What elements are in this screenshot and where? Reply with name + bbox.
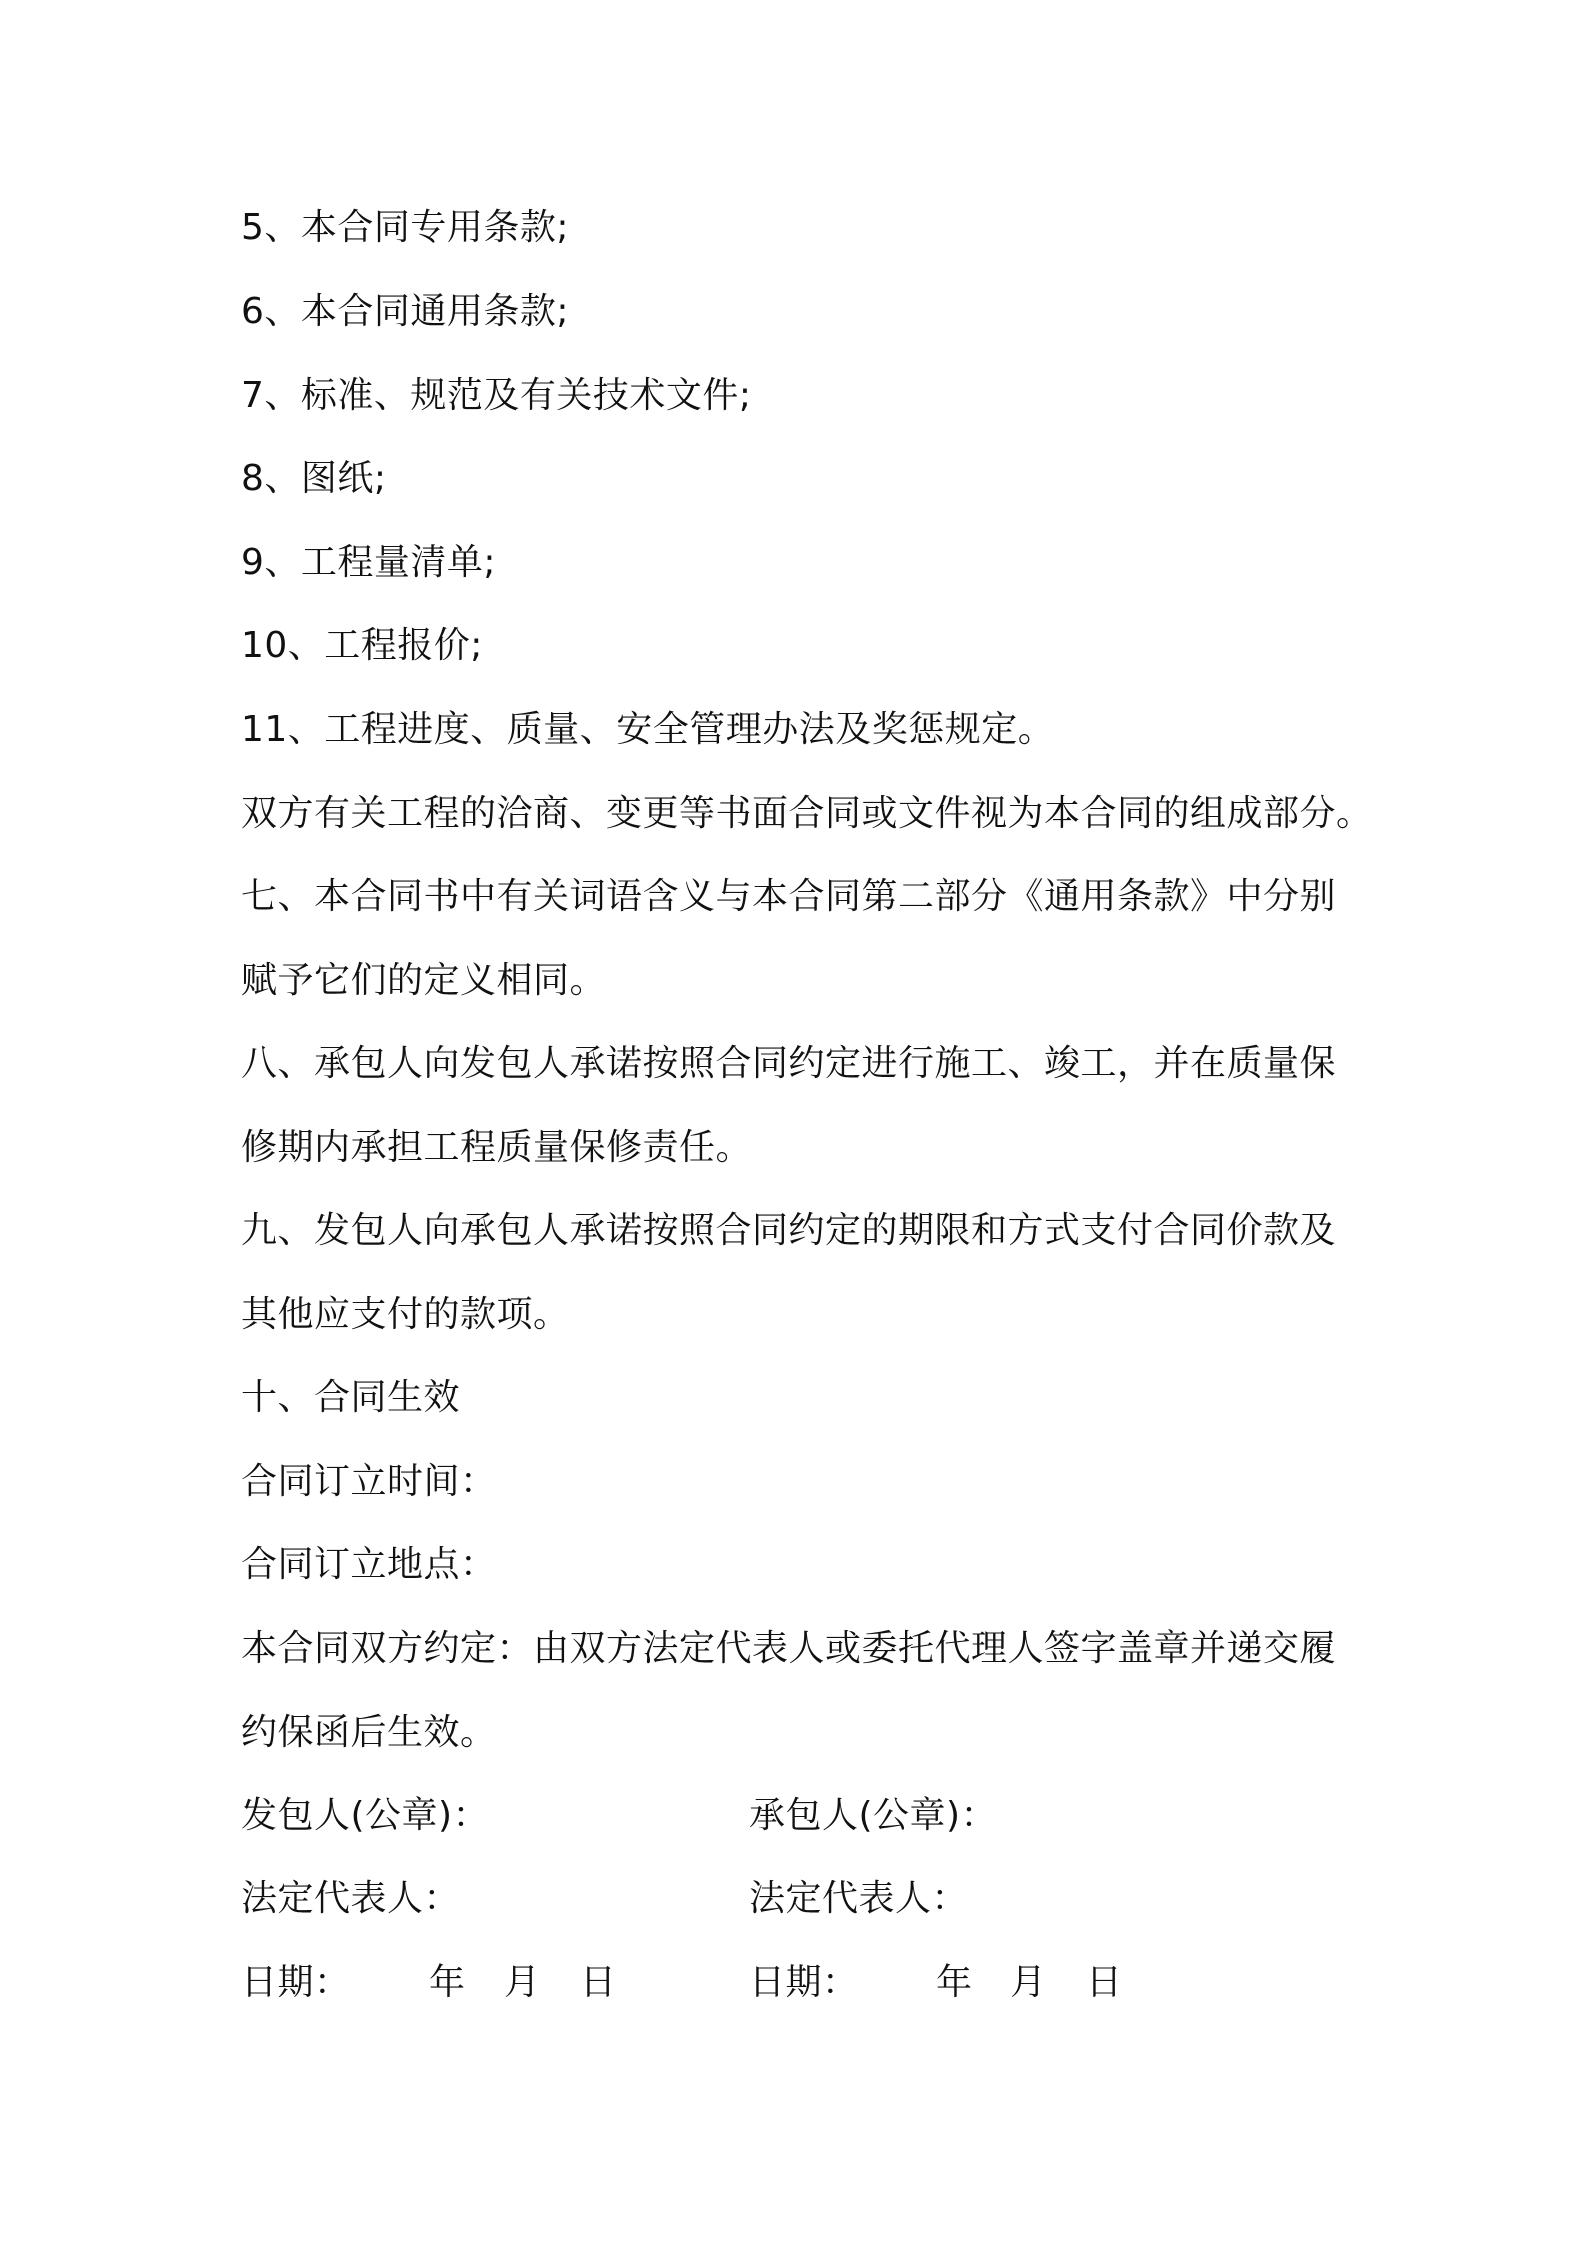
clause-nine-line-1: 九、发包人向承包人承诺按照合同约定的期限和方式支付合同价款及 bbox=[241, 1210, 1337, 1251]
contractor-date-year: 年 bbox=[936, 1962, 973, 2003]
list-item-6: 6、本合同通用条款; bbox=[241, 291, 570, 332]
list-item-11: 11、工程进度、质量、安全管理办法及奖惩规定。 bbox=[241, 709, 1055, 750]
contractor-rep-label: 法定代表人： bbox=[749, 1878, 969, 1919]
list-item-10: 10、工程报价; bbox=[241, 625, 483, 666]
list-item-9: 9、工程量清单; bbox=[241, 542, 497, 583]
contractor-date-month: 月 bbox=[1010, 1962, 1047, 2003]
signing-time-label: 合同订立时间： bbox=[241, 1461, 497, 1502]
employer-rep-label: 法定代表人： bbox=[241, 1878, 461, 1919]
employer-date-label: 日期： bbox=[241, 1962, 351, 2003]
contractor-date-label: 日期： bbox=[749, 1962, 859, 2003]
employer-date-month: 月 bbox=[504, 1962, 541, 2003]
list-item-8: 8、图纸; bbox=[241, 458, 387, 499]
clause-seven-line-1: 七、本合同书中有关词语含义与本合同第二部分《通用条款》中分别 bbox=[241, 876, 1337, 917]
effective-clause-line-2: 约保函后生效。 bbox=[241, 1712, 497, 1753]
employer-seal-label: 发包人(公章)： bbox=[241, 1795, 490, 1836]
contractor-date-day: 日 bbox=[1086, 1962, 1123, 2003]
clause-nine-line-2: 其他应支付的款项。 bbox=[241, 1294, 570, 1335]
contractor-seal-label: 承包人(公章)： bbox=[749, 1795, 998, 1836]
clause-ten-heading: 十、合同生效 bbox=[241, 1377, 461, 1418]
signing-place-label: 合同订立地点： bbox=[241, 1544, 497, 1585]
clause-eight-line-1: 八、承包人向发包人承诺按照合同约定进行施工、竣工，并在质量保 bbox=[241, 1043, 1337, 1084]
list-item-5: 5、本合同专用条款; bbox=[241, 207, 570, 248]
clause-seven-line-2: 赋予它们的定义相同。 bbox=[241, 960, 607, 1001]
list-item-7: 7、标准、规范及有关技术文件; bbox=[241, 375, 752, 416]
clause-eight-line-2: 修期内承担工程质量保修责任。 bbox=[241, 1127, 753, 1168]
employer-date-day: 日 bbox=[580, 1962, 617, 2003]
effective-clause-line-1: 本合同双方约定：由双方法定代表人或委托代理人签字盖章并递交履 bbox=[241, 1628, 1337, 1669]
paragraph-text: 双方有关工程的洽商、变更等书面合同或文件视为本合同的组成部分。 bbox=[241, 793, 1373, 834]
employer-date-year: 年 bbox=[429, 1962, 466, 2003]
